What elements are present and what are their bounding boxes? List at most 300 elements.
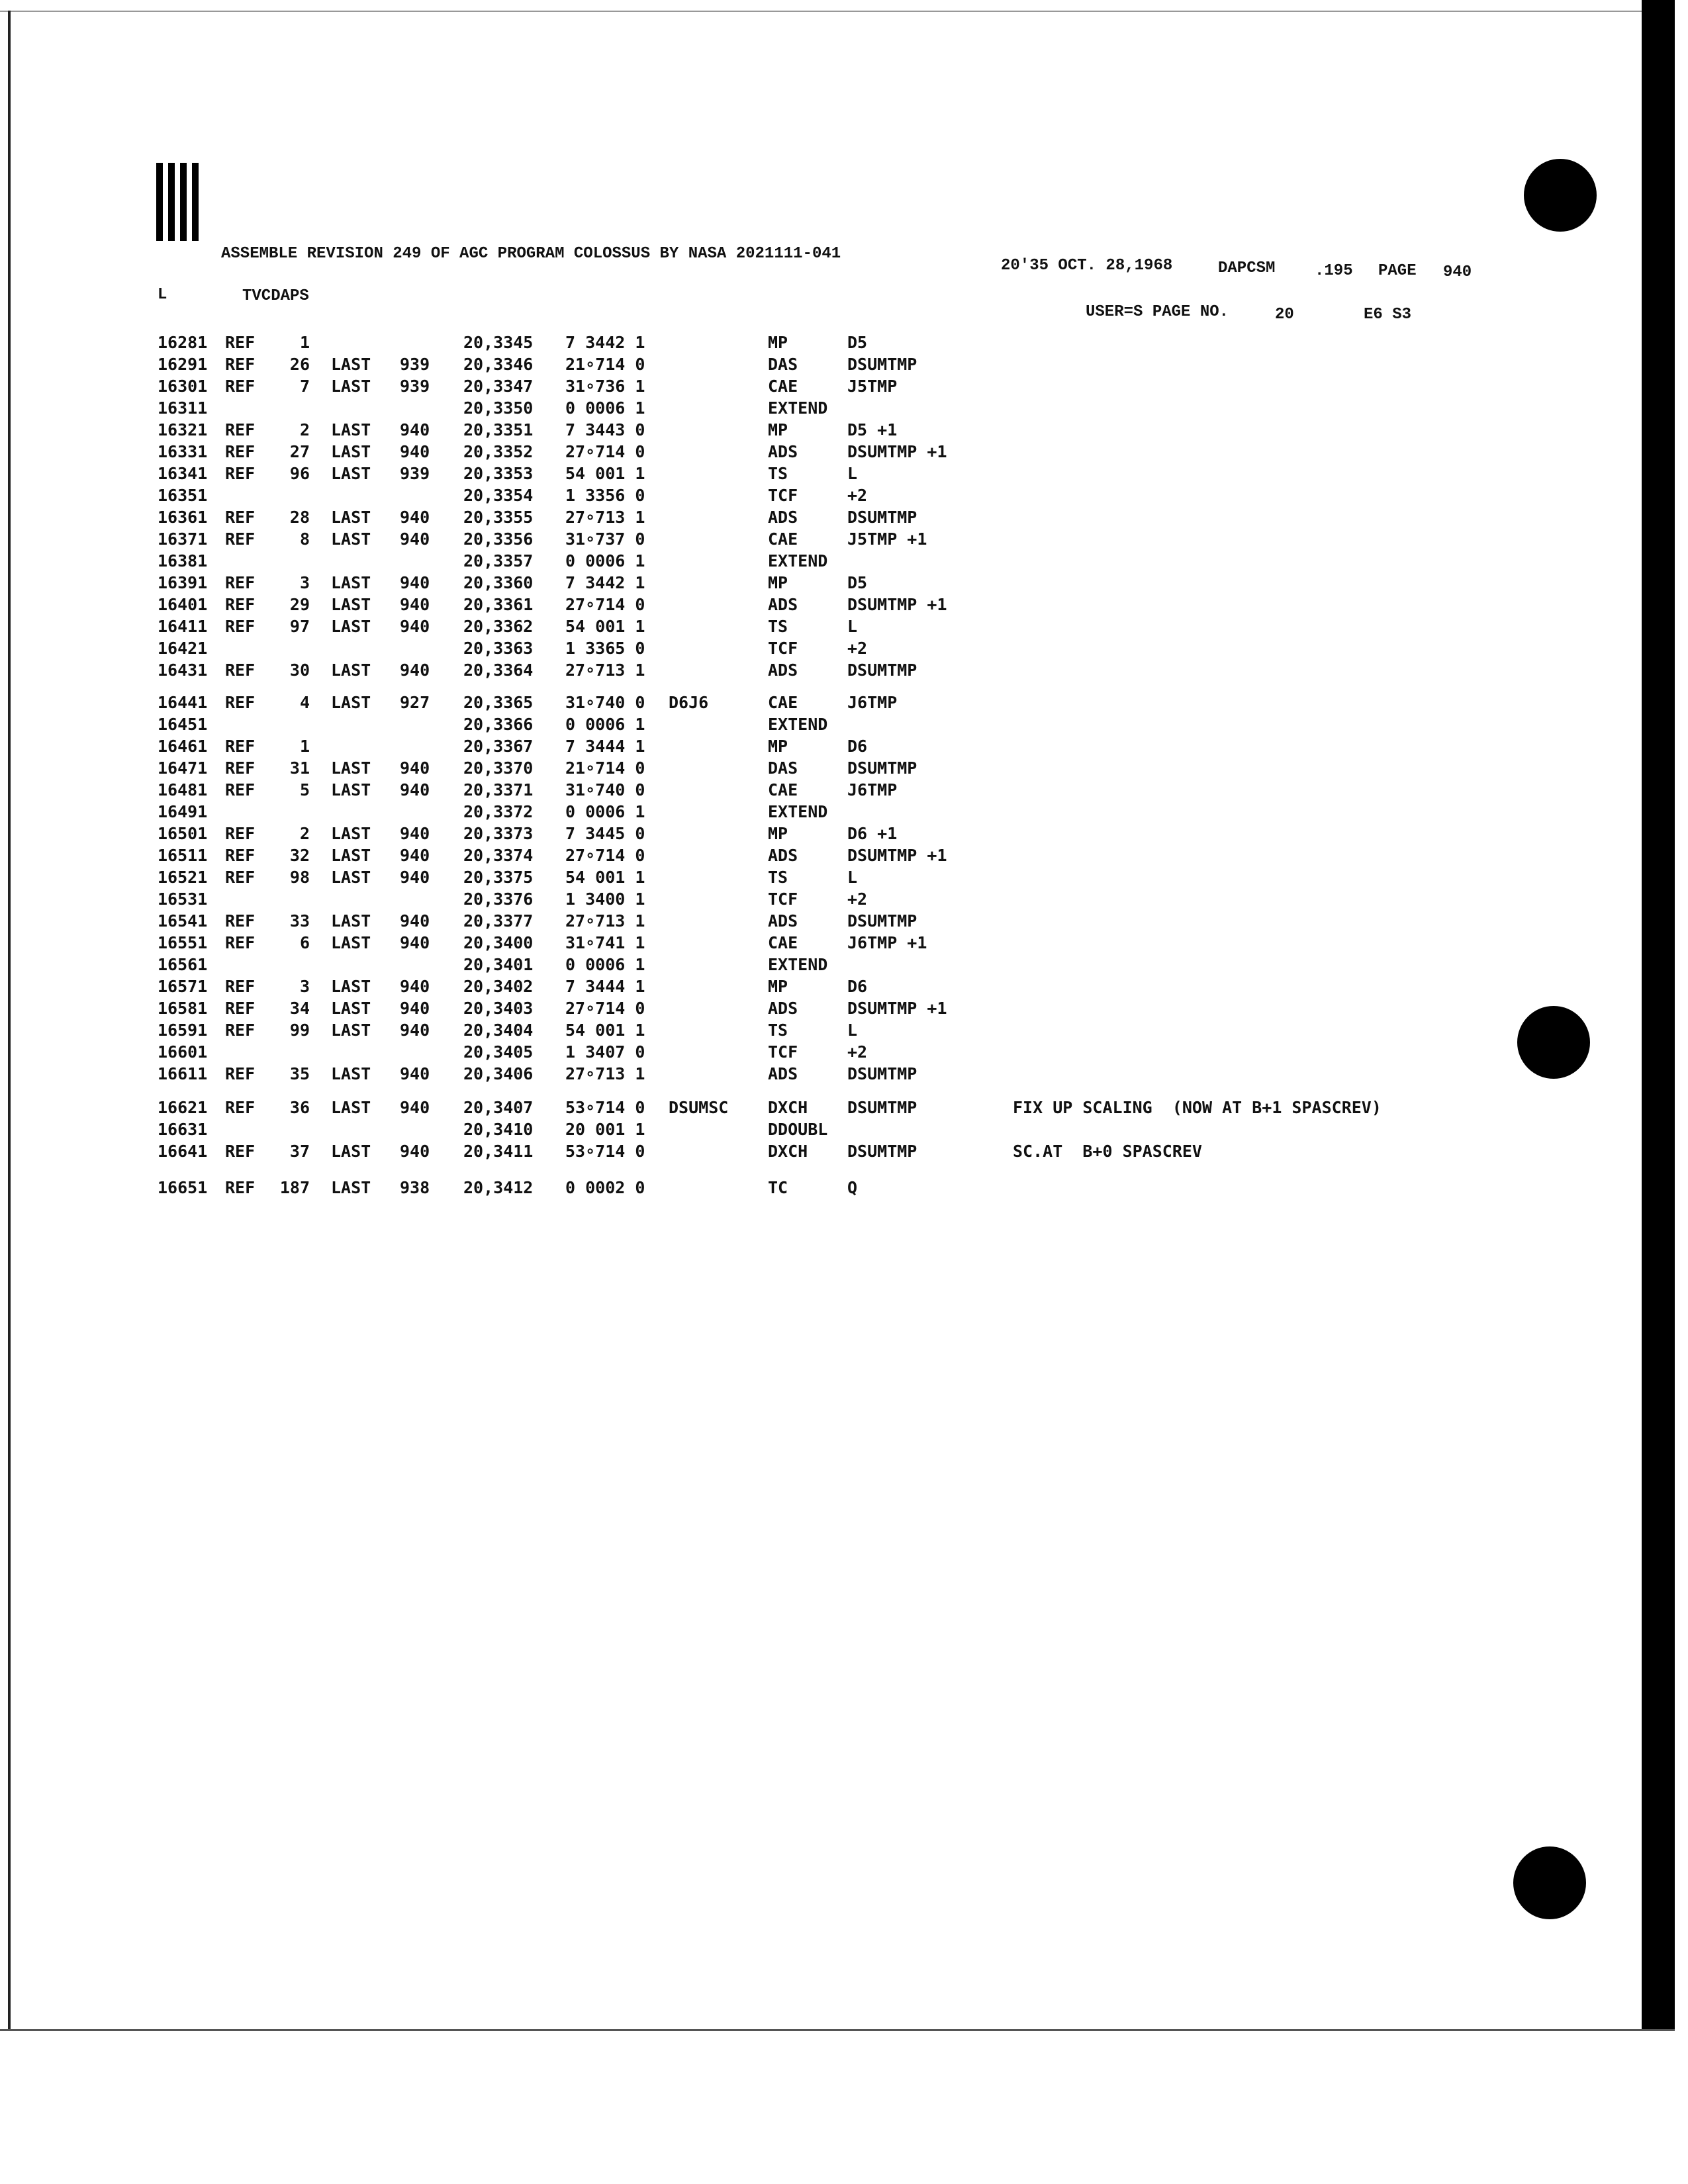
opcode: TCF <box>768 486 798 505</box>
last-page: 940 <box>400 595 430 614</box>
opcode: DAS <box>768 355 798 374</box>
operand: D5 +1 <box>847 420 898 439</box>
line-number: 16481 <box>158 780 208 799</box>
listing-row <box>0 529 1589 550</box>
opcode: ADS <box>768 442 798 461</box>
opcode: TS <box>768 464 788 483</box>
listing-row <box>0 736 1589 757</box>
operand: DSUMTMP <box>847 758 917 778</box>
ref-count: 32 <box>289 846 310 865</box>
ref-marker: REF <box>225 1064 256 1083</box>
ref-count: 2 <box>299 420 310 439</box>
last-marker: LAST <box>331 1064 371 1083</box>
last-marker: LAST <box>331 573 371 592</box>
opcode: EXTEND <box>768 398 828 418</box>
ref-marker: REF <box>225 758 256 778</box>
ref-count: 30 <box>289 660 310 680</box>
line-number: 16531 <box>158 889 208 909</box>
last-page: 939 <box>400 464 430 483</box>
ref-marker: REF <box>225 617 256 636</box>
listing-row <box>0 911 1589 932</box>
address: 20,3373 <box>463 824 534 843</box>
ref-marker: REF <box>225 529 256 549</box>
address: 20,3374 <box>463 846 534 865</box>
ref-marker: REF <box>225 911 256 931</box>
octal-code: 31∘741 1 <box>565 933 645 952</box>
operand: D5 <box>847 333 868 352</box>
operand: DSUMTMP <box>847 1064 917 1083</box>
listing-row <box>0 998 1589 1019</box>
operand: DSUMTMP +1 <box>847 442 947 461</box>
last-marker: LAST <box>331 758 371 778</box>
line-number: 16461 <box>158 737 208 756</box>
line-number: 16431 <box>158 660 208 680</box>
listing-row <box>0 1177 1589 1199</box>
octal-code: 1 3407 0 <box>565 1042 645 1062</box>
ref-count: 8 <box>299 529 310 549</box>
listing-row <box>0 780 1589 801</box>
opcode: ADS <box>768 911 798 931</box>
address: 20,3367 <box>463 737 534 756</box>
last-page: 940 <box>400 780 430 799</box>
address: 20,3370 <box>463 758 534 778</box>
last-page: 940 <box>400 1021 430 1040</box>
address: 20,3362 <box>463 617 534 636</box>
line-number: 16511 <box>158 846 208 865</box>
last-marker: LAST <box>331 846 371 865</box>
octal-code: 27∘713 1 <box>565 508 645 527</box>
ref-marker: REF <box>225 737 256 756</box>
octal-code: 54 001 1 <box>565 1021 645 1040</box>
address: 20,3400 <box>463 933 534 952</box>
page-top-edge <box>0 11 1675 12</box>
ref-marker: REF <box>225 868 256 887</box>
address: 20,3351 <box>463 420 534 439</box>
line-number: 16311 <box>158 398 208 418</box>
listing-row <box>0 485 1589 506</box>
address: 20,3376 <box>463 889 534 909</box>
last-marker: LAST <box>331 420 371 439</box>
last-marker: LAST <box>331 377 371 396</box>
last-marker: LAST <box>331 911 371 931</box>
octal-code: 53∘714 0 <box>565 1098 645 1117</box>
last-marker: LAST <box>331 977 371 996</box>
last-page: 940 <box>400 573 430 592</box>
listing-row <box>0 398 1589 419</box>
last-marker: LAST <box>331 999 371 1018</box>
ref-marker: REF <box>225 824 256 843</box>
last-marker: LAST <box>331 868 371 887</box>
operand: DSUMTMP <box>847 1142 917 1161</box>
comment: SC.AT B+0 SPASCREV <box>1013 1142 1202 1161</box>
left-tag: L <box>158 286 167 304</box>
octal-code: 7 3443 0 <box>565 420 645 439</box>
address: 20,3345 <box>463 333 534 352</box>
octal-code: 54 001 1 <box>565 617 645 636</box>
line-number: 16351 <box>158 486 208 505</box>
opcode: ADS <box>768 1064 798 1083</box>
listing-row <box>0 889 1589 910</box>
opcode: ADS <box>768 999 798 1018</box>
ref-marker: REF <box>225 693 256 712</box>
listing-row <box>0 1020 1589 1041</box>
ref-count: 1 <box>299 737 310 756</box>
last-page: 940 <box>400 660 430 680</box>
address: 20,3346 <box>463 355 534 374</box>
operand: D6 +1 <box>847 824 898 843</box>
address: 20,3366 <box>463 715 534 734</box>
opcode: MP <box>768 824 788 843</box>
listing-row <box>0 801 1589 823</box>
opcode: CAE <box>768 377 798 396</box>
operand: J5TMP +1 <box>847 529 927 549</box>
octal-code: 31∘740 0 <box>565 780 645 799</box>
listing-row <box>0 660 1589 681</box>
octal-code: 0 0002 0 <box>565 1178 645 1197</box>
octal-code: 21∘714 0 <box>565 355 645 374</box>
operand: D6 <box>847 977 868 996</box>
ref-marker: REF <box>225 464 256 483</box>
line-number: 16331 <box>158 442 208 461</box>
address: 20,3347 <box>463 377 534 396</box>
octal-code: 20 001 1 <box>565 1120 645 1139</box>
operand: J5TMP <box>847 377 898 396</box>
section-name: TVCDAPS <box>242 287 309 305</box>
opcode: DXCH <box>768 1142 808 1161</box>
ref-marker: REF <box>225 1178 256 1197</box>
binder-marker-icon <box>156 163 199 250</box>
last-marker: LAST <box>331 1142 371 1161</box>
last-page: 940 <box>400 442 430 461</box>
punch-hole-top <box>1524 159 1597 232</box>
ref-marker: REF <box>225 355 256 374</box>
ref-marker: REF <box>225 1142 256 1161</box>
octal-code: 31∘740 0 <box>565 693 645 712</box>
opcode: ADS <box>768 846 798 865</box>
last-marker: LAST <box>331 529 371 549</box>
opcode: MP <box>768 573 788 592</box>
address: 20,3353 <box>463 464 534 483</box>
octal-code: 1 3365 0 <box>565 639 645 658</box>
line-number: 16361 <box>158 508 208 527</box>
octal-code: 54 001 1 <box>565 464 645 483</box>
last-page: 940 <box>400 868 430 887</box>
line-number: 16491 <box>158 802 208 821</box>
last-marker: LAST <box>331 933 371 952</box>
listing-row <box>0 354 1589 375</box>
operand: L <box>847 868 858 887</box>
last-marker: LAST <box>331 442 371 461</box>
ref-count: 33 <box>289 911 310 931</box>
address: 20,3375 <box>463 868 534 887</box>
last-page: 940 <box>400 420 430 439</box>
opcode: MP <box>768 737 788 756</box>
operand: DSUMTMP <box>847 911 917 931</box>
ref-marker: REF <box>225 846 256 865</box>
address: 20,3357 <box>463 551 534 570</box>
ref-count: 3 <box>299 977 310 996</box>
ref-count: 1 <box>299 333 310 352</box>
listing-row <box>0 1042 1589 1063</box>
last-page: 940 <box>400 846 430 865</box>
address: 20,3410 <box>463 1120 534 1139</box>
ref-marker: REF <box>225 377 256 396</box>
operand: DSUMTMP <box>847 355 917 374</box>
octal-code: 1 3356 0 <box>565 486 645 505</box>
line-number: 16651 <box>158 1178 208 1197</box>
ref-count: 5 <box>299 780 310 799</box>
address: 20,3377 <box>463 911 534 931</box>
ref-count: 35 <box>289 1064 310 1083</box>
address: 20,3350 <box>463 398 534 418</box>
listing-row <box>0 463 1589 484</box>
operand: DSUMTMP <box>847 660 917 680</box>
last-marker: LAST <box>331 355 371 374</box>
listing-row <box>0 594 1589 615</box>
octal-code: 27∘714 0 <box>565 846 645 865</box>
last-page: 940 <box>400 999 430 1018</box>
last-page: 927 <box>400 693 430 712</box>
ref-count: 96 <box>289 464 310 483</box>
octal-code: 27∘713 1 <box>565 1064 645 1083</box>
address: 20,3360 <box>463 573 534 592</box>
opcode: ADS <box>768 595 798 614</box>
operand: DSUMTMP +1 <box>847 846 947 865</box>
user-page-number: 20 <box>1275 306 1294 324</box>
operand: L <box>847 1021 858 1040</box>
listing-row <box>0 954 1589 976</box>
symbol-label: DSUMSC <box>669 1098 729 1117</box>
line-number: 16551 <box>158 933 208 952</box>
line-number: 16371 <box>158 529 208 549</box>
opcode: CAE <box>768 780 798 799</box>
ref-marker: REF <box>225 933 256 952</box>
address: 20,3352 <box>463 442 534 461</box>
last-marker: LAST <box>331 780 371 799</box>
last-marker: LAST <box>331 595 371 614</box>
ref-count: 7 <box>299 377 310 396</box>
comment: FIX UP SCALING (NOW AT B+1 SPASCREV) <box>1013 1098 1382 1117</box>
operand: DSUMTMP +1 <box>847 999 947 1018</box>
last-page: 940 <box>400 824 430 843</box>
ref-marker: REF <box>225 595 256 614</box>
line-number: 16471 <box>158 758 208 778</box>
operand: J6TMP <box>847 780 898 799</box>
address: 20,3407 <box>463 1098 534 1117</box>
listing-row <box>0 692 1589 713</box>
octal-code: 27∘713 1 <box>565 660 645 680</box>
last-marker: LAST <box>331 508 371 527</box>
octal-code: 31∘736 1 <box>565 377 645 396</box>
octal-code: 0 0006 1 <box>565 955 645 974</box>
octal-code: 7 3442 1 <box>565 333 645 352</box>
ref-count: 28 <box>289 508 310 527</box>
opcode: TCF <box>768 889 798 909</box>
line-number: 16621 <box>158 1098 208 1117</box>
operand: L <box>847 617 858 636</box>
last-page: 940 <box>400 508 430 527</box>
line-number: 16591 <box>158 1021 208 1040</box>
ref-count: 2 <box>299 824 310 843</box>
line-number: 16451 <box>158 715 208 734</box>
ref-count: 98 <box>289 868 310 887</box>
listing-row <box>0 1119 1589 1140</box>
last-marker: LAST <box>331 1098 371 1117</box>
listing-row <box>0 1097 1589 1118</box>
listing-row <box>0 420 1589 441</box>
ref-count: 29 <box>289 595 310 614</box>
octal-code: 27∘714 0 <box>565 442 645 461</box>
operand: +2 <box>847 1042 868 1062</box>
listing-row <box>0 823 1589 844</box>
listing-row <box>0 1141 1589 1162</box>
opcode: MP <box>768 977 788 996</box>
operand: J6TMP <box>847 693 898 712</box>
last-page: 940 <box>400 911 430 931</box>
listing-date: 20'35 OCT. 28,1968 <box>1001 257 1173 275</box>
extra-code: E6 S3 <box>1364 306 1412 324</box>
ref-count: 27 <box>289 442 310 461</box>
octal-code: 0 0006 1 <box>565 551 645 570</box>
opcode: TCF <box>768 1042 798 1062</box>
opcode: EXTEND <box>768 551 828 570</box>
opcode: TCF <box>768 639 798 658</box>
last-page: 940 <box>400 1064 430 1083</box>
line-number: 16521 <box>158 868 208 887</box>
line-number: 16441 <box>158 693 208 712</box>
octal-code: 0 0006 1 <box>565 398 645 418</box>
line-number: 16381 <box>158 551 208 570</box>
last-page: 939 <box>400 355 430 374</box>
last-page: 940 <box>400 1142 430 1161</box>
opcode: DDOUBL <box>768 1120 828 1139</box>
address: 20,3402 <box>463 977 534 996</box>
last-page: 940 <box>400 1098 430 1117</box>
ref-count: 97 <box>289 617 310 636</box>
listing-row <box>0 376 1589 397</box>
operand: DSUMTMP +1 <box>847 595 947 614</box>
address: 20,3363 <box>463 639 534 658</box>
address: 20,3412 <box>463 1178 534 1197</box>
operand: DSUMTMP <box>847 1098 917 1117</box>
octal-code: 0 0006 1 <box>565 802 645 821</box>
line-number: 16411 <box>158 617 208 636</box>
opcode: ADS <box>768 508 798 527</box>
address: 20,3356 <box>463 529 534 549</box>
scan-right-edge <box>1642 0 1675 2030</box>
listing-row <box>0 638 1589 659</box>
address: 20,3406 <box>463 1064 534 1083</box>
page-bottom-edge <box>0 2029 1675 2031</box>
page-number: 940 <box>1443 263 1472 281</box>
octal-code: 0 0006 1 <box>565 715 645 734</box>
octal-code: 7 3445 0 <box>565 824 645 843</box>
opcode: TC <box>768 1178 788 1197</box>
operand: L <box>847 464 858 483</box>
last-page: 940 <box>400 758 430 778</box>
address: 20,3401 <box>463 955 534 974</box>
address: 20,3404 <box>463 1021 534 1040</box>
line-number: 16541 <box>158 911 208 931</box>
ref-marker: REF <box>225 1021 256 1040</box>
line-number: 16421 <box>158 639 208 658</box>
opcode: TS <box>768 868 788 887</box>
line-number: 16571 <box>158 977 208 996</box>
ref-marker: REF <box>225 660 256 680</box>
octal-code: 1 3400 1 <box>565 889 645 909</box>
operand: +2 <box>847 486 868 505</box>
operand: D6 <box>847 737 868 756</box>
ref-marker: REF <box>225 420 256 439</box>
address: 20,3372 <box>463 802 534 821</box>
octal-code: 7 3444 1 <box>565 977 645 996</box>
ref-count: 99 <box>289 1021 310 1040</box>
line-number: 16291 <box>158 355 208 374</box>
octal-code: 7 3444 1 <box>565 737 645 756</box>
opcode: CAE <box>768 933 798 952</box>
listing-row <box>0 758 1589 779</box>
opcode: MP <box>768 333 788 352</box>
opcode: MP <box>768 420 788 439</box>
ref-count: 34 <box>289 999 310 1018</box>
ref-count: 26 <box>289 355 310 374</box>
ref-count: 31 <box>289 758 310 778</box>
operand: Q <box>847 1178 858 1197</box>
octal-code: 31∘737 0 <box>565 529 645 549</box>
line-number: 16641 <box>158 1142 208 1161</box>
last-marker: LAST <box>331 824 371 843</box>
line-number: 16321 <box>158 420 208 439</box>
listing-row <box>0 976 1589 997</box>
line-number: 16561 <box>158 955 208 974</box>
opcode: TS <box>768 1021 788 1040</box>
ref-marker: REF <box>225 442 256 461</box>
octal-code: 27∘714 0 <box>565 595 645 614</box>
line-number: 16611 <box>158 1064 208 1083</box>
line-number: 16601 <box>158 1042 208 1062</box>
octal-code: 54 001 1 <box>565 868 645 887</box>
opcode: DAS <box>768 758 798 778</box>
opcode: ADS <box>768 660 798 680</box>
listing-row <box>0 441 1589 463</box>
opcode: EXTEND <box>768 955 828 974</box>
line-number: 16631 <box>158 1120 208 1139</box>
octal-code: 27∘714 0 <box>565 999 645 1018</box>
line-number: 16281 <box>158 333 208 352</box>
punch-hole-bottom <box>1513 1846 1586 1919</box>
ref-count: 6 <box>299 933 310 952</box>
last-page: 938 <box>400 1178 430 1197</box>
listing-row <box>0 845 1589 866</box>
opcode: DXCH <box>768 1098 808 1117</box>
last-marker: LAST <box>331 617 371 636</box>
listing-row <box>0 1064 1589 1085</box>
listing-row <box>0 332 1589 353</box>
line-number: 16501 <box>158 824 208 843</box>
last-marker: LAST <box>331 1178 371 1197</box>
ref-count: 37 <box>289 1142 310 1161</box>
ref-marker: REF <box>225 977 256 996</box>
address: 20,3403 <box>463 999 534 1018</box>
last-marker: LAST <box>331 693 371 712</box>
octal-code: 27∘713 1 <box>565 911 645 931</box>
opcode: EXTEND <box>768 802 828 821</box>
listing-row <box>0 933 1589 954</box>
ref-count: 3 <box>299 573 310 592</box>
ref-marker: REF <box>225 780 256 799</box>
ref-marker: REF <box>225 999 256 1018</box>
opcode: TS <box>768 617 788 636</box>
